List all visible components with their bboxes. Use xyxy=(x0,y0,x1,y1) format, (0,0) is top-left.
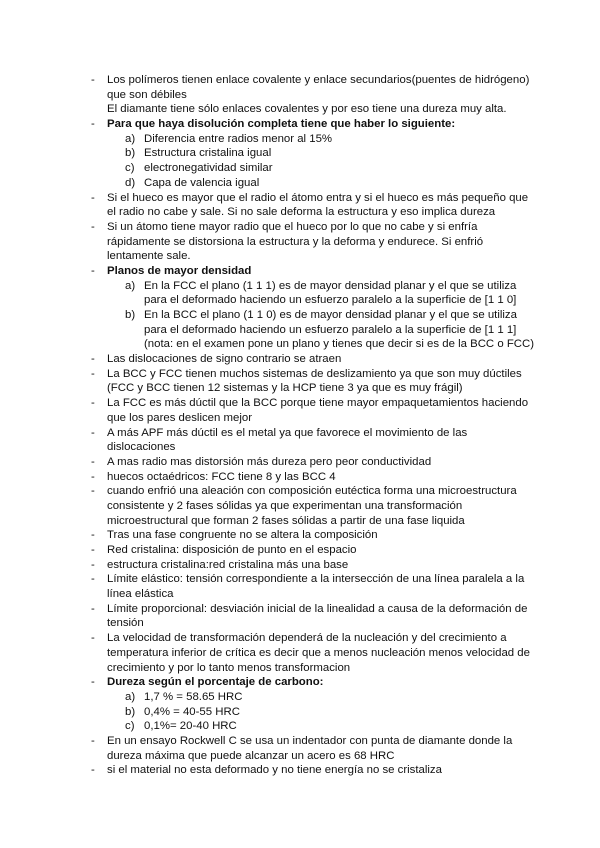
bullet-list-item xyxy=(0,602,600,631)
text-line xyxy=(0,381,600,396)
text-line xyxy=(0,102,600,117)
body-text: Si el hueco es mayor que el radio el átomo entra y si el hueco es más pequeño que xyxy=(107,191,529,204)
body-text: Los polímeros tienen enlace covalente y enlace secundarios(puentes de hidrógeno) xyxy=(107,74,530,86)
body-text: línea elástica xyxy=(107,588,174,601)
text-line xyxy=(0,572,600,587)
body-text: Red cristalina: disposición de punto en el espacio xyxy=(107,544,357,556)
body-text: La FCC es más dúctil que la BCC porque tiene mayor empaquetamientos haciendo xyxy=(107,397,529,410)
body-text: Límite proporcional: desviación inicial de la linealidad a causa de la deformación de xyxy=(107,602,528,615)
heading-text: Para que haya disolución completa tiene que haber lo siguiente: xyxy=(107,118,456,131)
text-line xyxy=(0,132,600,147)
body-text: En la BCC el plano (1 1 0) es de mayor densidad planar y el que se utiliza xyxy=(144,309,517,321)
text-line xyxy=(0,616,600,631)
body-text: La BCC y FCC tienen muchos sistemas de deslizamiento ya que son muy dúctiles xyxy=(107,367,522,380)
body-text: En un ensayo Rockwell C se usa un indentador con punta de diamante donde la xyxy=(107,734,513,747)
body-text: dislocaciones xyxy=(107,441,176,454)
text-line xyxy=(0,543,600,558)
text-line xyxy=(0,176,600,191)
bullet-dash: - xyxy=(91,353,95,366)
bullet-list-item xyxy=(0,264,600,279)
body-text: Límite elástico: tensión correspondiente a la intersección de una línea paralela a la xyxy=(107,573,525,586)
text-line xyxy=(0,690,600,705)
bullet-dash: - xyxy=(91,632,95,645)
bullet-dash: - xyxy=(91,264,95,277)
bullet-dash: - xyxy=(91,455,95,468)
bullet-dash: - xyxy=(91,191,95,204)
body-text: Estructura cristalina igual xyxy=(144,147,272,160)
text-line xyxy=(0,117,600,132)
text-line xyxy=(0,675,600,690)
sub-list-item xyxy=(0,308,600,352)
list-label: a) xyxy=(125,279,136,292)
text-line xyxy=(0,264,600,279)
text-line xyxy=(0,367,600,382)
document-body xyxy=(0,73,600,778)
body-text: rápidamente se distorsiona la estructura y la deforma y endurece. Si enfrió xyxy=(107,235,484,248)
text-line xyxy=(0,235,600,250)
sub-list-item xyxy=(0,719,600,734)
text-line xyxy=(0,705,600,720)
text-line xyxy=(0,396,600,411)
bullet-list-item xyxy=(0,220,600,264)
bullet-list-item xyxy=(0,455,600,470)
text-line xyxy=(0,631,600,646)
text-line xyxy=(0,734,600,749)
text-line xyxy=(0,484,600,499)
bullet-list-item xyxy=(0,528,600,543)
text-line xyxy=(0,558,600,573)
bullet-list-item xyxy=(0,675,600,690)
sub-list-item xyxy=(0,279,600,308)
bullet-dash: - xyxy=(91,485,95,498)
sub-list-item xyxy=(0,690,600,705)
bullet-list-item xyxy=(0,470,600,485)
text-line xyxy=(0,293,600,308)
sub-list-item xyxy=(0,176,600,191)
text-line xyxy=(0,763,600,778)
text-line xyxy=(0,337,600,352)
text-line xyxy=(0,323,600,338)
bullet-list-item xyxy=(0,191,600,220)
body-text: para el deformado haciendo un esfuerzo paralelo a la superficie de [1 1 0] xyxy=(144,294,517,307)
body-text: tensión xyxy=(107,617,144,630)
text-line xyxy=(0,440,600,455)
text-line xyxy=(0,455,600,470)
bullet-list-item xyxy=(0,426,600,455)
list-label: c) xyxy=(125,720,135,733)
text-line xyxy=(0,587,600,602)
body-text: estructura cristalina:red cristalina más una base xyxy=(107,558,349,571)
text-line xyxy=(0,146,600,161)
body-text: 0,4% = 40-55 HRC xyxy=(144,705,240,718)
text-line xyxy=(0,514,600,529)
text-line xyxy=(0,279,600,294)
body-text: temperatura inferior de crítica es decir que a menos nucleación menos velocidad de xyxy=(107,646,530,659)
body-text: El diamante tiene sólo enlaces covalentes y por eso tiene una dureza muy alta. xyxy=(107,103,507,116)
body-text: lentamente sale. xyxy=(107,250,191,263)
heading-text: Planos de mayor densidad xyxy=(107,264,252,277)
bullet-dash: - xyxy=(91,764,95,777)
list-label: c) xyxy=(125,162,135,175)
text-line xyxy=(0,749,600,764)
sub-list-item xyxy=(0,146,600,161)
bullet-dash: - xyxy=(91,602,95,615)
sub-list-item xyxy=(0,161,600,176)
body-text: electronegatividad similar xyxy=(144,162,273,175)
body-text: En la FCC el plano (1 1 1) es de mayor densidad planar y el que se utiliza xyxy=(144,279,517,292)
body-text: microestructural que forman 2 fases sólidas a partir de una fase liquida xyxy=(107,514,465,527)
body-text: 0,1%= 20-40 HRC xyxy=(144,720,237,733)
bullet-list-item xyxy=(0,734,600,763)
bullet-dash: - xyxy=(91,367,95,380)
body-text: Las dislocaciones de signo contrario se atraen xyxy=(107,353,342,366)
bullet-dash: - xyxy=(91,529,95,542)
bullet-dash: - xyxy=(91,558,95,571)
body-text: (nota: en el examen pone un plano y tienes que decir si es de la BCC o FCC) xyxy=(144,338,535,351)
bullet-list-item xyxy=(0,543,600,558)
bullet-list-item xyxy=(0,73,600,117)
body-text: A más APF más dúctil es el metal ya que favorece el movimiento de las xyxy=(107,426,468,439)
text-line xyxy=(0,470,600,485)
text-line xyxy=(0,73,600,88)
sub-list-item xyxy=(0,705,600,720)
body-text: si el material no esta deformado y no tiene energía no se cristaliza xyxy=(107,764,442,777)
bullet-list-item xyxy=(0,117,600,132)
bullet-list-item xyxy=(0,396,600,425)
bullet-dash: - xyxy=(91,220,95,233)
bullet-list-item xyxy=(0,367,600,396)
bullet-dash: - xyxy=(91,734,95,747)
bullet-list-item xyxy=(0,631,600,675)
text-line xyxy=(0,205,600,220)
bullet-list-item xyxy=(0,763,600,778)
bullet-dash: - xyxy=(91,573,95,586)
text-line xyxy=(0,161,600,176)
bullet-list-item xyxy=(0,352,600,367)
body-text: consistente y 2 fases sólidas ya que experimentan una transformación xyxy=(107,499,463,512)
text-line xyxy=(0,719,600,734)
body-text: huecos octaédricos: FCC tiene 8 y las BCC 4 xyxy=(107,470,336,483)
text-line xyxy=(0,88,600,103)
body-text: Capa de valencia igual xyxy=(144,176,260,189)
body-text: dureza máxima que puede alcanzar un acero es 68 HRC xyxy=(107,749,395,762)
bullet-dash: - xyxy=(91,397,95,410)
text-line xyxy=(0,308,600,323)
body-text: La velocidad de transformación dependerá de la nucleación y del crecimiento a xyxy=(107,632,507,645)
text-line xyxy=(0,499,600,514)
bullet-dash: - xyxy=(91,544,95,556)
bullet-dash: - xyxy=(91,676,95,689)
list-label: b) xyxy=(125,309,136,321)
body-text: Diferencia entre radios menor al 15% xyxy=(144,132,333,145)
body-text: crecimiento y por lo tanto menos transformacion xyxy=(107,661,351,674)
body-text: (FCC y BCC tienen 12 sistemas y la HCP tiene 3 ya que es muy frágil) xyxy=(107,382,463,395)
body-text: A mas radio mas distorsión más dureza pero peor conductividad xyxy=(107,455,432,468)
list-label: b) xyxy=(125,147,136,160)
text-line xyxy=(0,528,600,543)
bullet-dash: - xyxy=(91,118,95,131)
bullet-dash: - xyxy=(91,470,95,483)
text-line xyxy=(0,602,600,617)
bullet-list-item xyxy=(0,484,600,528)
body-text: 1,7 % = 58.65 HRC xyxy=(144,690,243,703)
heading-text: Dureza según el porcentaje de carbono: xyxy=(107,676,324,689)
text-line xyxy=(0,426,600,441)
text-line xyxy=(0,220,600,235)
list-label: d) xyxy=(125,176,136,189)
bullet-dash: - xyxy=(91,426,95,439)
list-label: b) xyxy=(125,705,136,718)
list-label: a) xyxy=(125,132,136,145)
text-line xyxy=(0,191,600,206)
text-line xyxy=(0,646,600,661)
text-line xyxy=(0,352,600,367)
body-text: que son débiles xyxy=(107,88,187,101)
body-text: para el deformado haciendo un esfuerzo paralelo a la superficie de [1 1 1] xyxy=(144,323,517,336)
bullet-dash: - xyxy=(91,74,95,86)
text-line xyxy=(0,661,600,676)
body-text: cuando enfrió una aleación con composición eutéctica forma una microestructura xyxy=(107,485,517,498)
bullet-list-item xyxy=(0,572,600,601)
body-text: que los pares deslicen mejor xyxy=(107,411,252,424)
list-label: a) xyxy=(125,690,136,703)
body-text: el radio no cabe y sale. Si no sale deforma la estructura y eso implica dureza xyxy=(107,206,496,219)
bullet-list-item xyxy=(0,558,600,573)
sub-list-item xyxy=(0,132,600,147)
body-text: Tras una fase congruente no se altera la composición xyxy=(107,529,378,542)
text-line xyxy=(0,249,600,264)
text-line xyxy=(0,411,600,426)
body-text: Si un átomo tiene mayor radio que el hueco por lo que no cabe y si enfría xyxy=(107,220,478,233)
